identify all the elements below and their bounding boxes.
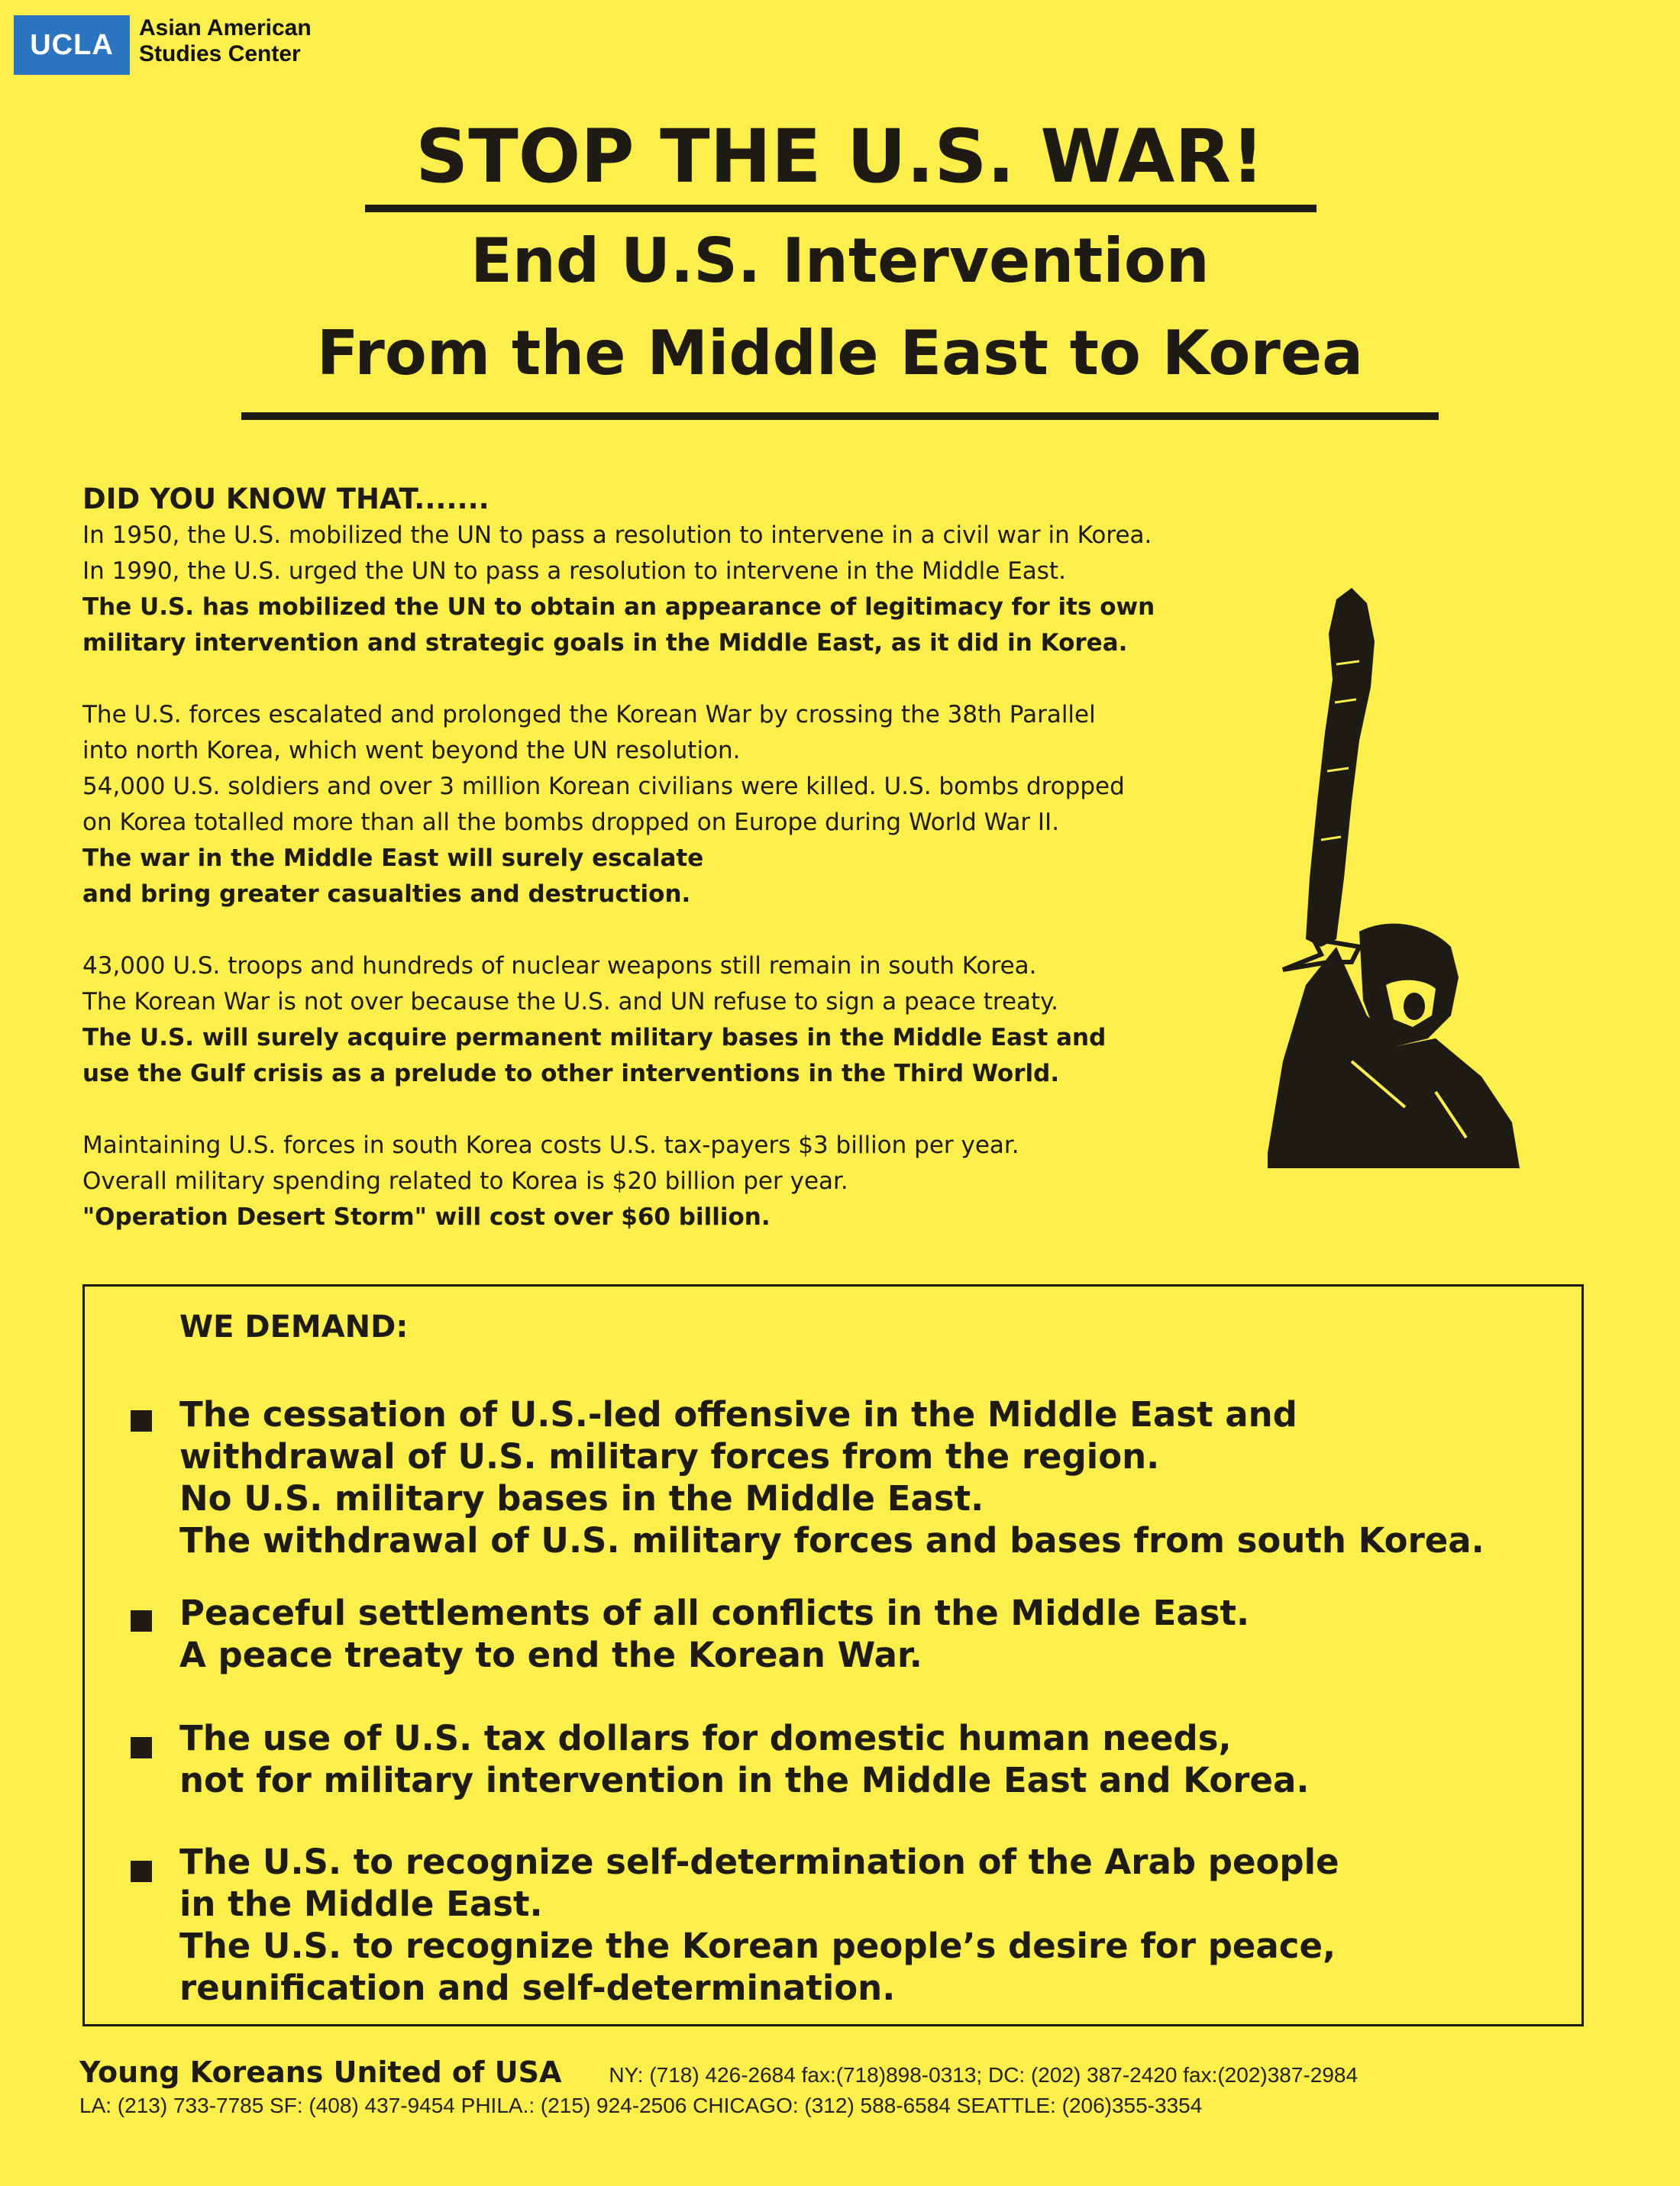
demand-line: Peaceful settlements of all conflicts in the Middle East. — [179, 1593, 1250, 1633]
contact-numbers-row2: LA: (213) 733-7785 SF: (408) 437-9454 PHILA.: (215) 924-2506 CHICAGO: (312) 588-6584 SEATTLE: (206)355-3354 — [79, 2094, 1203, 2117]
fact-line: In 1990, the U.S. urged the UN to pass a resolution to intervene in the Middle East. — [82, 557, 1066, 585]
fact-line: The U.S. forces escalated and prolonged the Korean War by crossing the 38th Parallel — [82, 701, 1096, 728]
demand-line: in the Middle East. — [179, 1884, 543, 1924]
ucla-logo-box: UCLA — [14, 15, 130, 75]
fact-line: Maintaining U.S. forces in south Korea costs U.S. tax-payers $3 billion per year. — [82, 1132, 1019, 1159]
organization-name: Young Koreans United of USA — [79, 2055, 562, 2089]
fact-line: military intervention and strategic goals in the Middle East, as it did in Korea. — [82, 629, 1128, 657]
raised-fist-protester-illustration — [1237, 588, 1527, 1168]
fact-line: "Operation Desert Storm" will cost over $60 billion. — [82, 1203, 771, 1231]
subtitle-line1: End U.S. Intervention — [470, 225, 1210, 296]
fact-line: on Korea totalled more than all the bombs dropped on Europe during World War II. — [82, 809, 1060, 836]
fact-line: In 1950, the U.S. mobilized the UN to pass a resolution to intervene in a civil war in Korea. — [82, 521, 1152, 549]
demand-item — [179, 1393, 1569, 1561]
demand-line: The cessation of U.S.-led offensive in the Middle East and — [179, 1394, 1297, 1435]
fact-line: The U.S. has mobilized the UN to obtain an appearance of legitimacy for its own — [82, 593, 1155, 621]
page-title: STOP THE U.S. WAR! — [415, 114, 1265, 199]
fact-line: Overall military spending related to Korea is $20 billion per year. — [82, 1167, 848, 1195]
square-bullet-icon — [131, 1410, 152, 1432]
demand-line: withdrawal of U.S. military forces from the region. — [179, 1436, 1160, 1477]
square-bullet-icon — [131, 1610, 152, 1632]
demand-line: reunification and self-determination. — [179, 1968, 896, 2008]
demand-line: The use of U.S. tax dollars for domestic human needs, — [179, 1718, 1232, 1758]
subtitle-underline — [241, 412, 1439, 420]
fact-line: into north Korea, which went beyond the UN resolution. — [82, 737, 741, 764]
contact-numbers-row1: NY: (718) 426-2684 fax:(718)898-0313; DC: (202) 387-2420 fax:(202)387-2984 — [609, 2063, 1359, 2087]
fact-line: 54,000 U.S. soldiers and over 3 million Korean civilians were killed. U.S. bombs dropped — [82, 773, 1125, 800]
title-underline — [365, 205, 1317, 212]
demand-item — [179, 1841, 1569, 2009]
square-bullet-icon — [131, 1737, 152, 1758]
fact-line: The U.S. will surely acquire permanent military bases in the Middle East and — [82, 1024, 1107, 1051]
subtitle-line2: From the Middle East to Korea — [316, 318, 1364, 389]
ucla-logo — [14, 15, 312, 75]
demand-item — [179, 1592, 1569, 1676]
fact-line: The Korean War is not over because the U.S. and UN refuse to sign a peace treaty. — [82, 988, 1058, 1016]
demand-line: The withdrawal of U.S. military forces and bases from south Korea. — [179, 1520, 1485, 1561]
demand-line: No U.S. military bases in the Middle East. — [179, 1478, 984, 1519]
center-name-line1: Asian American — [139, 15, 312, 40]
demand-line: The U.S. to recognize the Korean people’s desire for peace, — [179, 1926, 1336, 1966]
demands-box — [82, 1284, 1584, 2026]
demand-line: not for military intervention in the Middle East and Korea. — [179, 1760, 1310, 1800]
demands-heading: WE DEMAND: — [179, 1309, 409, 1345]
footer — [79, 2055, 1653, 2118]
did-you-know-heading: DID YOU KNOW THAT....... — [82, 483, 489, 515]
fact-line: 43,000 U.S. troops and hundreds of nuclear weapons still remain in south Korea. — [82, 952, 1037, 980]
demand-item — [179, 1717, 1569, 1801]
fact-line: and bring greater casualties and destruction. — [82, 880, 691, 908]
center-name — [139, 15, 312, 67]
demand-line: A peace treaty to end the Korean War. — [179, 1635, 922, 1675]
square-bullet-icon — [131, 1861, 152, 1882]
fact-line: The war in the Middle East will surely escalate — [82, 844, 704, 872]
demand-line: The U.S. to recognize self-determination of the Arab people — [179, 1842, 1339, 1882]
did-you-know-section — [82, 481, 1258, 1235]
fact-line: use the Gulf crisis as a prelude to other interventions in the Third World. — [82, 1060, 1060, 1087]
center-name-line2: Studies Center — [139, 41, 301, 66]
